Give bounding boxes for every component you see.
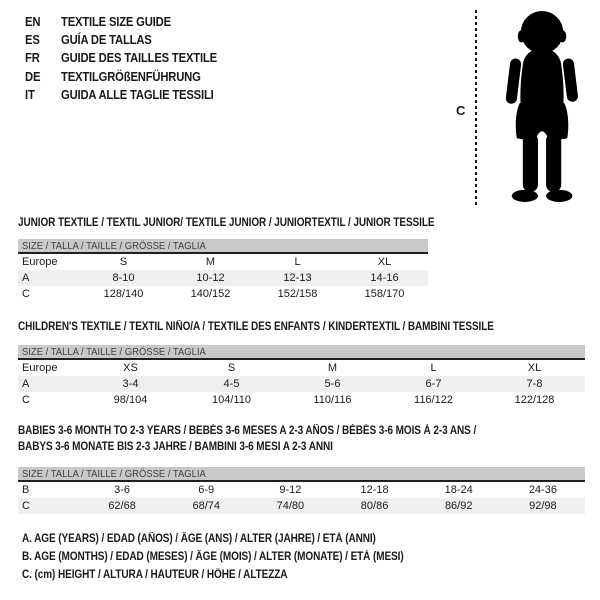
table-row — [18, 392, 585, 408]
table-row — [18, 239, 428, 253]
size-cell: 6-7 — [425, 378, 442, 390]
size-header-label: SIZE / TALLA / TAILLE / GRÖSSE / TAGLIA — [22, 239, 206, 252]
size-cell: 74/80 — [276, 500, 305, 512]
language-title: TEXTILGRÖßENFÜHRUNG — [61, 69, 201, 84]
size-cell: 12-13 — [283, 272, 312, 284]
row-label-cell: C — [22, 500, 30, 512]
size-cell: 122/128 — [514, 394, 555, 406]
size-cell: 9-12 — [279, 484, 302, 496]
size-cell: 5-6 — [324, 378, 341, 390]
legend-line-b: B. AGE (MONTHS) / EDAD (MESES) / ÂGE (MOIS) / ALTER (MONATE) / ETÀ (MESI) — [22, 550, 404, 563]
size-cell: 116/122 — [414, 394, 453, 406]
children-table-title: CHILDREN'S TEXTILE / TEXTIL NIÑO/A / TEXTILE DES ENFANTS / KINDERTEXTIL / BAMBINI TESSILE — [18, 321, 494, 333]
children-size-table — [18, 345, 585, 408]
table-row — [18, 359, 585, 376]
size-cell: 3-6 — [114, 484, 131, 496]
language-title: TEXTILE SIZE GUIDE — [61, 15, 171, 29]
row-label-cell: Europe — [22, 362, 58, 374]
language-code: ES — [25, 33, 40, 48]
size-cell: 128/140 — [103, 288, 144, 300]
size-header-label: SIZE / TALLA / TAILLE / GRÖSSE / TAGLIA — [22, 467, 206, 480]
row-label-cell: C — [22, 288, 30, 300]
height-dashed-line-icon — [474, 10, 478, 208]
size-cell: 158/170 — [364, 288, 405, 300]
table-row — [18, 376, 585, 392]
size-cell: L — [430, 362, 437, 374]
size-cell: 140/152 — [190, 288, 231, 300]
table-row — [18, 286, 428, 302]
size-cell: 110/116 — [313, 394, 352, 406]
size-cell: 8-10 — [112, 272, 135, 284]
size-cell: 152/158 — [277, 288, 318, 300]
row-label-cell: B — [22, 484, 30, 496]
size-cell: 10-12 — [196, 272, 225, 284]
row-label-cell: C — [22, 394, 30, 406]
language-code: IT — [25, 87, 35, 102]
size-cell: 92/98 — [529, 500, 557, 512]
babies-table-title-line1: BABIES 3-6 MONTH TO 2-3 YEARS / BEBÉS 3-6 MESES A 2-3 AÑOS / BÉBÉS 3-6 MOIS À 2-3 ANS / — [18, 425, 477, 437]
language-title-list — [25, 13, 238, 104]
row-label-cell: Europe — [22, 256, 58, 268]
babies-section — [18, 423, 585, 514]
list-item — [25, 86, 217, 104]
babies-table-title-line2: BABYS 3-6 MONATE BIS 2-3 JAHRE / BAMBINI 3-6 MESI A 2-3 ANNI — [18, 441, 333, 453]
size-cell: 80/86 — [360, 500, 389, 512]
size-cell: 104/110 — [212, 394, 251, 406]
junior-size-table — [18, 239, 428, 302]
junior-section — [18, 216, 435, 302]
size-cell: 62/68 — [108, 500, 136, 512]
size-cell: M — [205, 256, 216, 268]
spacer — [18, 455, 585, 467]
row-label-cell: A — [22, 378, 30, 390]
legend-line-c: C. (cm) HEIGHT / ALTURA / HAUTEUR / HÖHE / ALTEZZA — [22, 568, 288, 581]
size-cell: 6-9 — [198, 484, 215, 496]
size-header-cell — [18, 467, 585, 481]
table-row — [18, 467, 585, 481]
size-cell: 24-36 — [528, 484, 557, 496]
size-cell: 7-8 — [526, 378, 543, 390]
table-row — [18, 270, 428, 286]
size-cell: 3-4 — [122, 378, 139, 390]
size-cell: L — [294, 256, 301, 268]
size-cell: S — [227, 362, 236, 374]
size-header-cell — [18, 345, 585, 359]
size-cell: 18-24 — [444, 484, 473, 496]
measure-c-label: C — [456, 103, 466, 118]
language-code: DE — [25, 69, 41, 84]
row-label-cell: A — [22, 272, 30, 284]
size-cell: 86/92 — [444, 500, 473, 512]
size-cell: XS — [123, 362, 138, 374]
babies-size-table — [18, 467, 585, 514]
language-title: GUÍA DE TALLAS — [61, 33, 152, 48]
language-title: GUIDE DES TAILLES TEXTILE — [61, 51, 217, 66]
table-row — [18, 498, 585, 514]
junior-table-title: JUNIOR TEXTILE / TEXTIL JUNIOR/ TEXTILE JUNIOR / JUNIORTEXTIL / JUNIOR TESSILE — [18, 217, 435, 229]
table-row — [18, 253, 428, 270]
size-cell: 12-18 — [360, 484, 389, 496]
size-cell: S — [119, 256, 128, 268]
legend-line-a: A. AGE (YEARS) / EDAD (AÑOS) / ÂGE (ANS) / ALTER (JAHRE) / ETÀ (ANNI) — [22, 533, 376, 545]
table-row — [18, 345, 585, 359]
size-cell: 68/74 — [192, 500, 220, 512]
size-header-cell — [18, 239, 428, 253]
size-cell: XL — [527, 362, 542, 374]
size-header-label: SIZE / TALLA / TAILLE / GRÖSSE / TAGLIA — [22, 345, 206, 358]
size-cell: M — [327, 362, 338, 374]
baby-silhouette-icon — [487, 6, 593, 208]
list-item — [25, 31, 217, 49]
measure-legend — [22, 531, 461, 584]
size-cell: XL — [377, 256, 392, 268]
size-cell: 14-16 — [370, 272, 399, 284]
language-code: FR — [25, 51, 40, 66]
list-item — [25, 68, 217, 86]
table-row — [18, 481, 585, 498]
size-cell: 98/104 — [113, 394, 148, 406]
size-cell: 4-5 — [223, 378, 240, 390]
language-code: EN — [25, 15, 41, 29]
children-section — [18, 320, 585, 408]
list-item — [25, 13, 217, 31]
language-title: GUIDA ALLE TAGLIE TESSILI — [61, 87, 214, 102]
list-item — [25, 49, 217, 67]
